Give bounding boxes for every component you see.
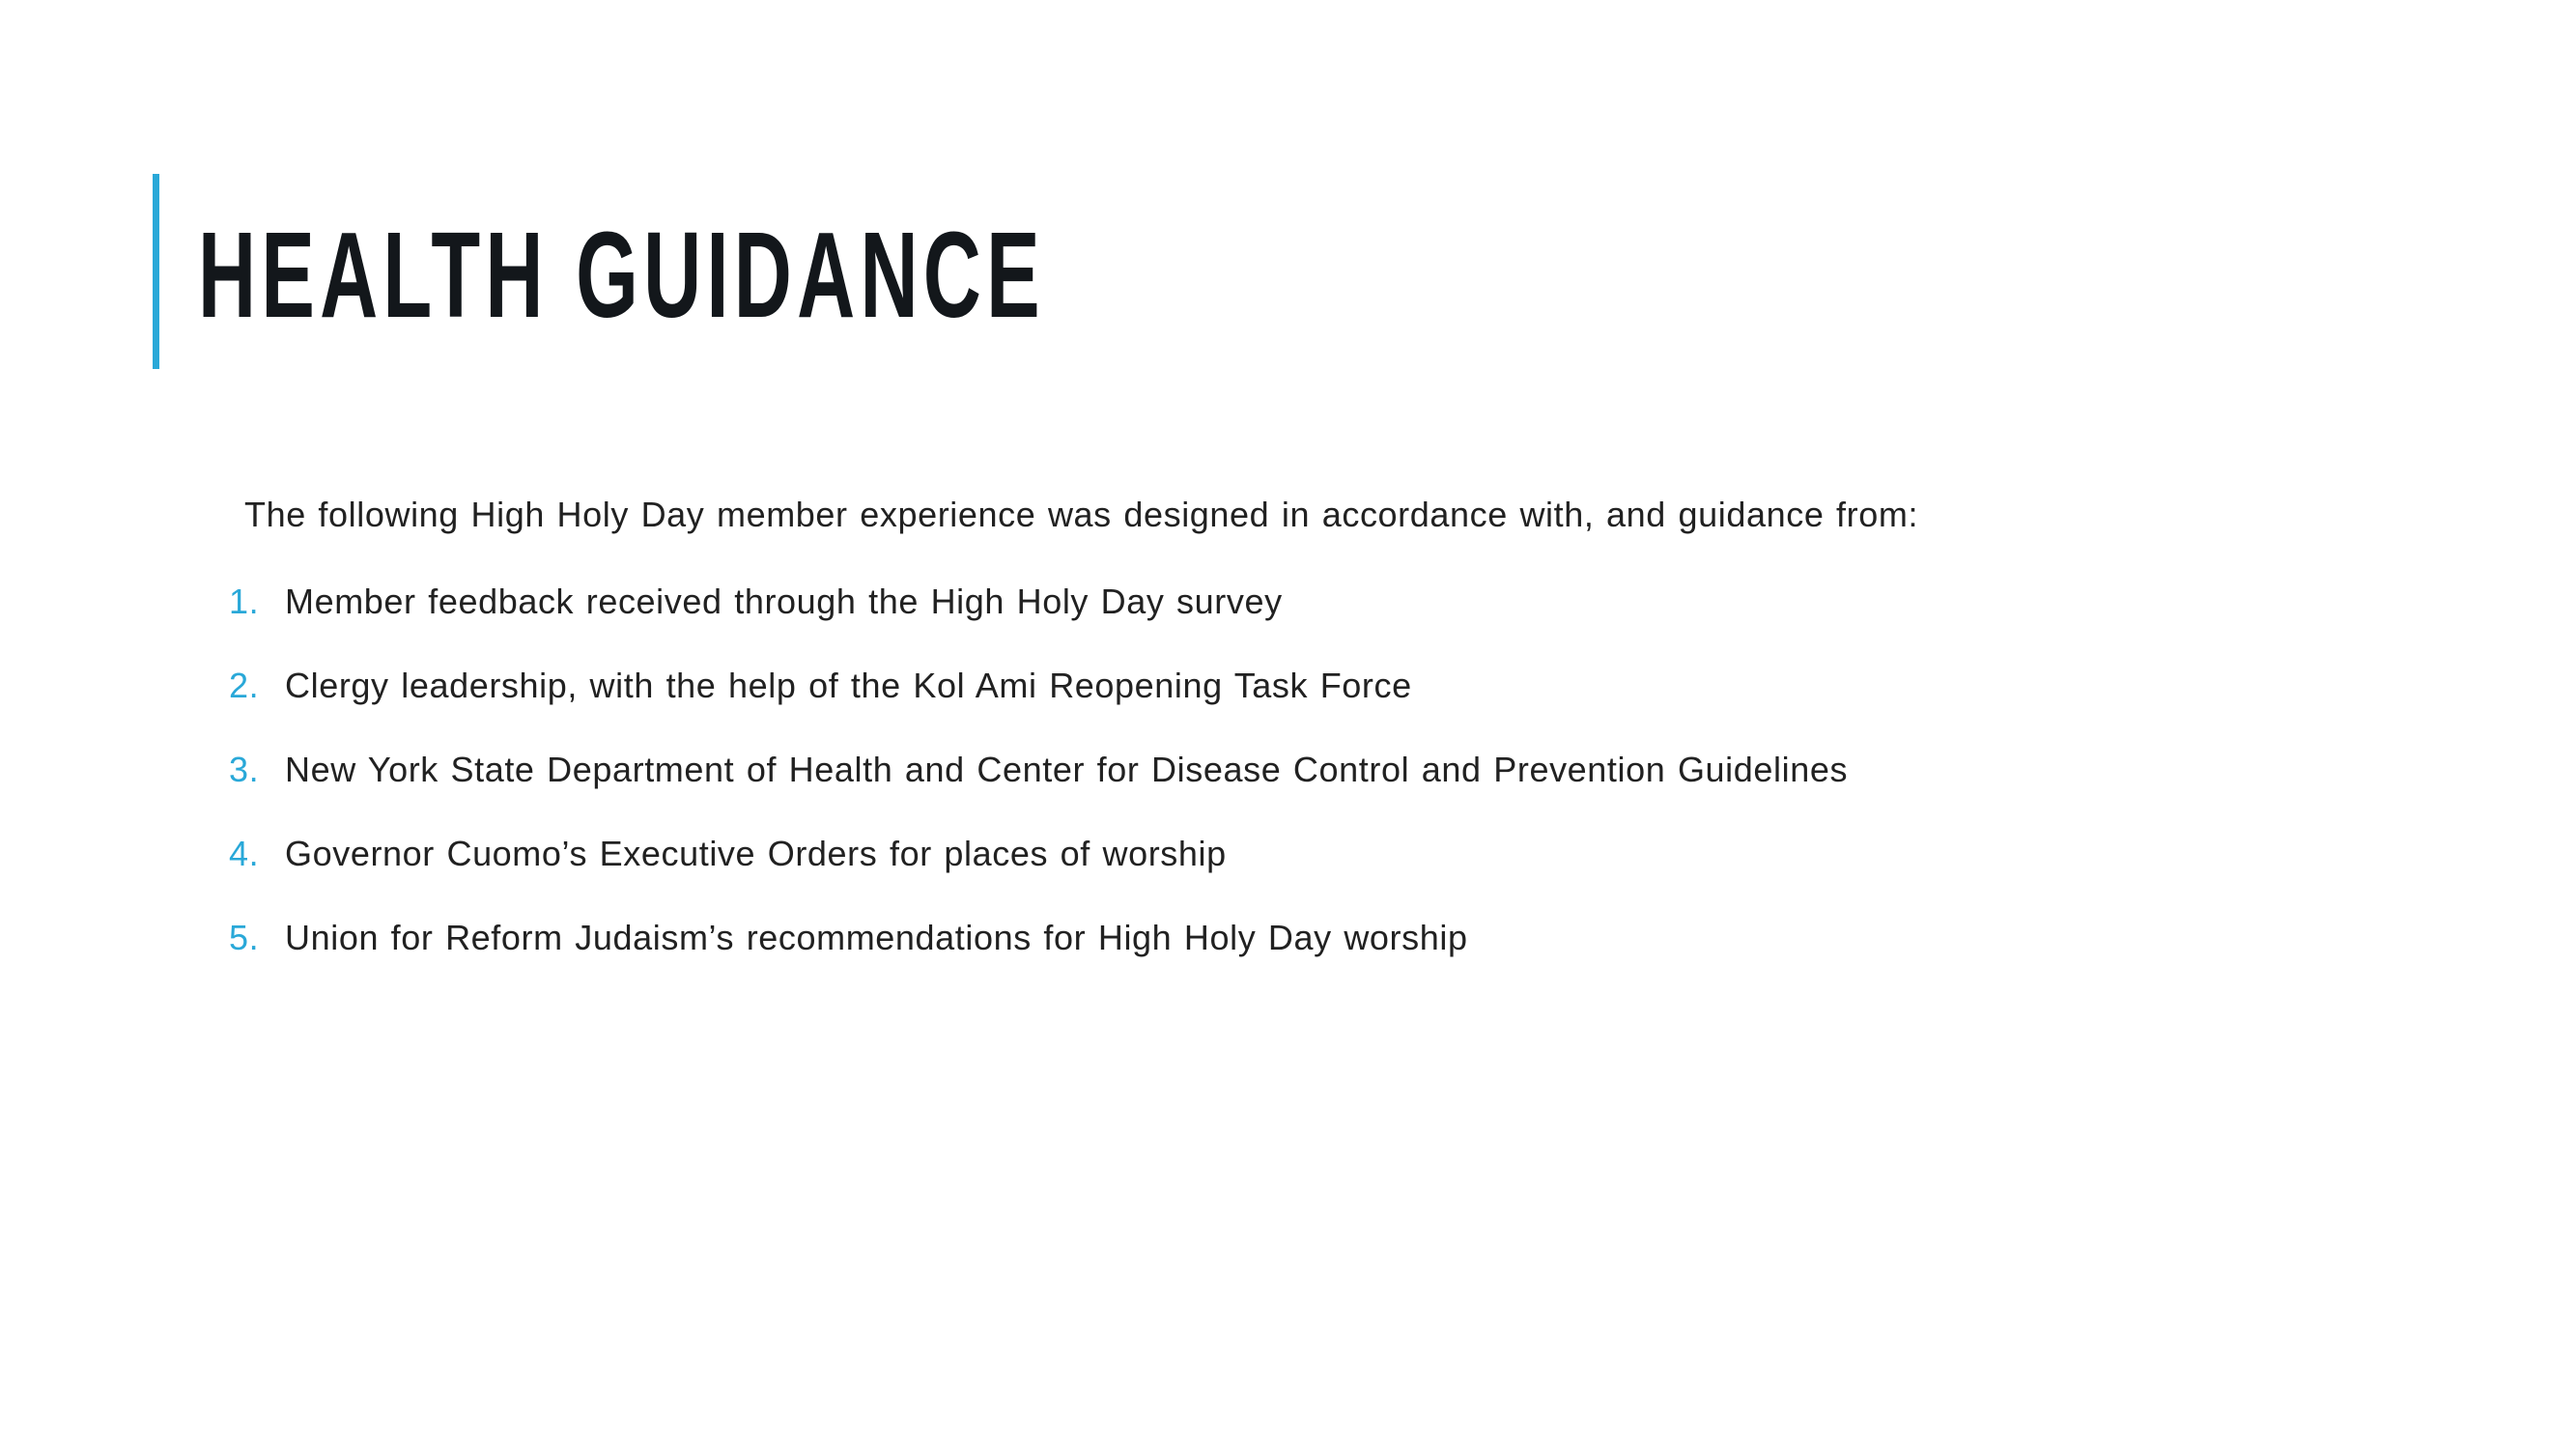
list-item — [229, 916, 2257, 959]
list-item-number: 1. — [229, 582, 260, 621]
list-item-text: Clergy leadership, with the help of the Kol Ami Reopening Task Force — [285, 666, 1412, 705]
list-item-text: Governor Cuomo’s Executive Orders for places of worship — [285, 834, 1227, 873]
list-item — [229, 748, 2257, 791]
list-item — [229, 664, 2257, 707]
guidance-list — [229, 580, 2257, 959]
list-item-number: 4. — [229, 834, 260, 873]
list-item-text: Union for Reform Judaism’s recommendations for High Holy Day worship — [285, 918, 1468, 957]
list-item-number: 2. — [229, 666, 260, 705]
list-item — [229, 832, 2257, 875]
list-item-number: 5. — [229, 918, 260, 957]
title-accent-bar — [153, 174, 159, 369]
list-item-number: 3. — [229, 750, 260, 789]
list-item-text: New York State Department of Health and Center for Disease Control and Prevention Guidelines — [285, 750, 1849, 789]
list-item — [229, 580, 2257, 623]
list-item-text: Member feedback received through the High Holy Day survey — [285, 582, 1283, 621]
intro-text: The following High Holy Day member experience was designed in accordance with, and guidance from: — [244, 495, 1919, 534]
slide-title-text: HEALTH GUIDANCE — [198, 207, 1045, 343]
slide-body — [229, 493, 2257, 959]
slide-title — [198, 207, 1482, 343]
